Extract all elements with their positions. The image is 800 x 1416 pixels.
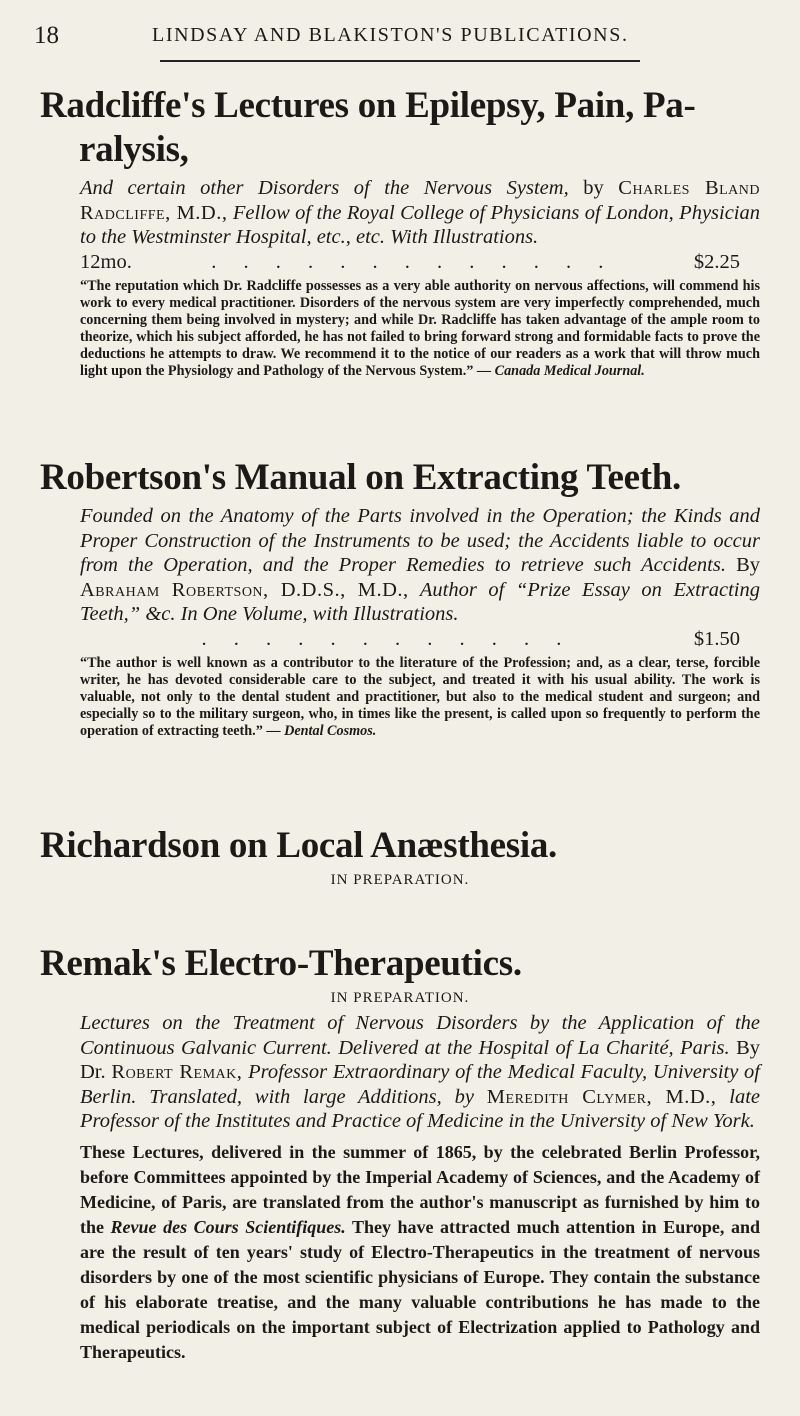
header-rule	[160, 60, 640, 62]
author-name: Abraham Robertson, D.D.S., M.D.,	[80, 578, 409, 601]
title-line: ralysis,	[79, 129, 189, 170]
status-label: IN PREPARATION.	[330, 990, 470, 1006]
author-name: Robert Remak,	[111, 1061, 243, 1083]
format: 12mo.	[80, 250, 132, 273]
entry-body: These Lectures, delivered in the summer of 1865, by the celebrated Berlin Professor, before Committees appointed by the Imperial Academy of Sciences, and the Academy of Medicine, of Paris, are translated from the author's manuscript as furnished by him to the Revue des Cours Scientifiques. They have attracted much attention in Europe, and are the result of ten years' study of Electro-Therapeutics in the treatment of nervous disorders by one of the most scientific physicians of Europe. They contain the substance of his elaborate treatise, and the many valuable contributions he has made to the medical periodicals on the important subject of Electrization applied to Pathology and Therapeutics.	[80, 1141, 760, 1362]
entry-title: Robertson's Manual on Extracting Teeth.	[40, 457, 681, 498]
title-line: Radcliffe's Lectures on Epilepsy, Pain, Pa-	[40, 85, 696, 126]
entry-description: Lectures on the Treatment of Nervous Disorders by the Application of the Continuous Galvanic Current. Delivered at the Hospital of La Charité, Paris. By Dr. Robert Remak, Professor Extraordinary of the Medical Faculty, University of Berlin. Translated, with large Additions, by Meredith Clymer, M.D., late Professor of the Institutes and Practice of Medicine in the University of New York.	[80, 1012, 761, 1132]
entry-richardson	[40, 824, 760, 889]
running-head	[34, 22, 760, 52]
price-line	[80, 250, 740, 275]
entry-title	[40, 84, 760, 172]
entry-remak	[40, 942, 760, 1365]
dot-leader: . . . . . . . . . . . . .	[211, 250, 615, 273]
entry-robertson	[40, 456, 760, 740]
author-name: Charles Bland Radcliffe, M.D.,	[80, 177, 761, 224]
journal-title: Revue des Cours Scientifiques.	[110, 1216, 346, 1237]
price-line	[80, 627, 740, 652]
entry-radcliffe	[40, 84, 760, 380]
entry-title: Remak's Electro-Therapeutics.	[40, 943, 522, 984]
review-source: Canada Medical Journal.	[494, 363, 645, 379]
entry-description: And certain other Disorders of the Nervous System, by Charles Bland Radcliffe, M.D., Fellow of the Royal College of Physicians of London, Physician to the Westminster Hospital, etc., etc. With Illustrations. 12mo. . . . . . . . . . . . . . $2.25	[80, 177, 761, 273]
review-quote: “The author is well known as a contributor to the literature of the Profession; and, as a clear, terse, forcible writer, he has devoted considerable care to the subject, and treated it with his usual ability. The work is valuable, not only to the dental student and practitioner, but also to the medical student and surgeon; and especially so to the military surgeon, who, in times like the present, is called upon so frequently to perform the operation of extracting teeth.” — Dental Cosmos.	[80, 655, 760, 739]
review-quote: “The reputation which Dr. Radcliffe possesses as a very able authority on nervous affections, will commend his work to every medical practitioner. Disorders of the nervous system are very imperfectly comprehended, much concerning them being involved in mystery; and while Dr. Radcliffe has taken advantage of the ample room to theorize, which his subject afforded, he has not failed to bring forward strong and formidable facts to prove the deductions he attempts to draw. We recommend it to the notice of our readers as a work that will throw much light upon the Physiology and Pathology of the Nervous System.” — Canada Medical Journal.	[80, 278, 760, 379]
running-title: LINDSAY AND BLAKISTON'S PUBLICATIONS.	[152, 24, 629, 46]
entry-title: Richardson on Local Anæsthesia.	[40, 825, 558, 866]
translator-name: Meredith Clymer, M.D.,	[486, 1085, 717, 1108]
status-label: IN PREPARATION.	[330, 872, 470, 888]
entry-description: Founded on the Anatomy of the Parts involved in the Operation; the Kinds and Proper Construction of the Instruments to be used; the Accidents liable to occur from the Operation, and the Proper Remedies to retrieve such Accidents. By Abraham Robertson, D.D.S., M.D., Author of “Prize Essay on Extracting Teeth,” &c. In One Volume, with Illustrations. . . . . . . . . . . . . $1.50	[80, 505, 760, 650]
price: $2.25	[693, 250, 740, 273]
page-number: 18	[34, 22, 59, 49]
price: $1.50	[693, 627, 740, 650]
dot-leader: . . . . . . . . . . . .	[201, 627, 573, 650]
review-source: Dental Cosmos.	[284, 723, 377, 739]
